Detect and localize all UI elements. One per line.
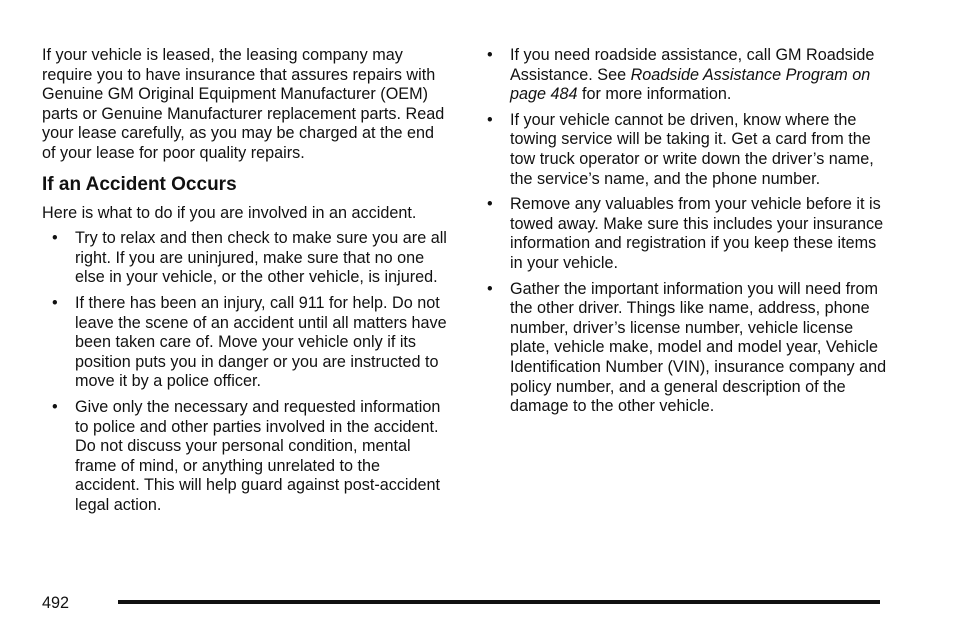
cross-reference-link: Roadside Assistance Program on page 484 [510,65,871,104]
list-item-text: If you need roadside assistance, call GM Roadside Assistance. See [510,46,875,84]
section-lead-paragraph: Here is what to do if you are involved in an accident. [42,203,417,222]
page-number: 492 [42,594,70,612]
list-item-text: If there has been an injury, call 911 for help. Do not leave the scene of an accident until all matters have been taken care of. Move your vehicle only if its position puts you in danger or you are instructed to move it by a police officer. [75,293,447,391]
left-column [42,46,448,521]
bullet-marker: • [487,195,493,214]
list-item-text: Give only the necessary and requested information to police and other parties involved in the accident. Do not discuss your personal condition, mental frame of mind, or anything unrelated to the accident. This will help guard against post-accident legal action. [75,397,441,514]
list-item-text: Gather the important information you will need from the other driver. Things like name, address, phone number, driver’s license number, vehicle license plate, vehicle make, model and model year, Vehicle Identification Number (VIN), insurance company and policy number, and a general description of the damage to the other vehicle. [510,279,887,416]
footer-divider [118,600,880,604]
bullet-marker: • [487,279,493,298]
list-item-text: If your vehicle cannot be driven, know where the towing service will be taking it. Get a card from the tow truck operator or write down the driver’s name, the service’s name, and the phone number. [510,110,874,188]
accident-steps-list [42,229,448,515]
bullet-marker: • [487,46,493,64]
section-heading: If an Accident Occurs [42,173,237,195]
accident-steps-list-continued [477,46,887,417]
list-item-text: for more information. [582,85,732,104]
bullet-marker: • [52,293,58,312]
right-column [477,46,887,423]
bullet-marker: • [487,110,493,129]
list-item [477,46,887,105]
list-item-text: Remove any valuables from your vehicle before it is towed away. Make sure this includes your insurance information and registration if you keep these items in your vehicle. [510,195,884,272]
list-item [42,398,448,516]
lease-insurance-paragraph: If your vehicle is leased, the leasing company may require you to have insurance that assures repairs with Genuine GM Original Equipment Manufacturer (OEM) parts or Genuine Manufacturer replacement parts. Read your lease carefully, as you may be charged at the end of your lease for poor quality repairs. [42,46,445,162]
list-item [477,280,887,417]
bullet-marker: • [52,397,58,416]
list-item [477,195,887,273]
list-item [42,294,448,392]
list-item-text: Try to relax and then check to make sure you are all right. If you are uninjured, make sure that no one else in your vehicle, or the other vehicle, is injured. [75,229,447,287]
list-item [42,229,448,288]
bullet-marker: • [52,229,58,248]
list-item [477,111,887,189]
